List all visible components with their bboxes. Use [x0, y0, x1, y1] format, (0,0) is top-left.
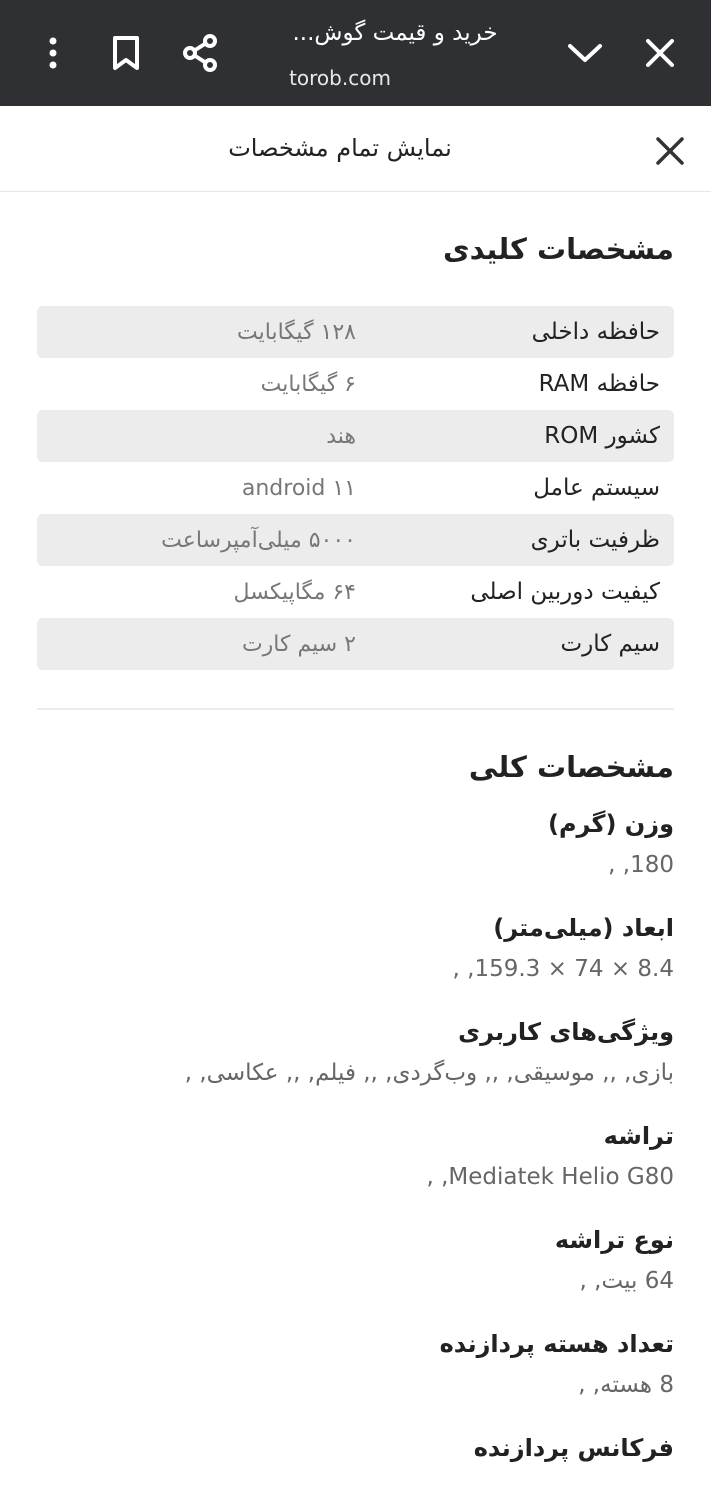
spec-label: سیم کارت — [560, 631, 660, 657]
spec-value: 8.4 × 74 × 159.3, , — [452, 956, 674, 982]
table-row — [37, 566, 674, 618]
sheet-header — [0, 106, 711, 192]
spec-label: تراشه — [603, 1122, 674, 1150]
table-row — [37, 618, 674, 670]
spec-value: بازی, ,, موسیقی, ,, وب‌گردی, ,, فیلم, ,, عکاسی, , — [184, 1060, 674, 1086]
table-row — [37, 306, 674, 358]
spec-label: ویژگی‌های کاربری — [458, 1018, 674, 1046]
bookmark-icon[interactable] — [101, 28, 151, 78]
spec-value: 180, , — [608, 852, 674, 878]
spec-label: فرکانس پردازنده — [473, 1434, 674, 1462]
spec-item — [0, 1122, 711, 1190]
sheet-title: نمایش تمام مشخصات — [228, 134, 452, 162]
spec-value: Mediatek Helio G80, , — [426, 1164, 674, 1190]
close-sheet-icon[interactable] — [650, 131, 690, 171]
spec-item — [0, 1226, 711, 1294]
spec-label: نوع تراشه — [554, 1226, 674, 1254]
spec-value: 64 بیت, , — [579, 1268, 674, 1294]
table-row — [37, 358, 674, 410]
share-icon[interactable] — [175, 28, 225, 78]
table-row — [37, 462, 674, 514]
spec-label: کشور ROM — [544, 423, 660, 449]
spec-label: ظرفیت باتری — [530, 527, 660, 553]
spec-label: حافظه RAM — [538, 371, 660, 397]
page-url[interactable]: torob.com — [289, 66, 391, 90]
spec-value: ۱۲۸ گیگابایت — [237, 319, 356, 345]
spec-value: هند — [326, 423, 356, 449]
table-row — [37, 410, 674, 462]
spec-label: سیستم عامل — [533, 475, 660, 501]
chevron-down-icon[interactable] — [560, 28, 610, 78]
spec-label: حافظه داخلی — [531, 319, 660, 345]
section-divider — [37, 708, 674, 710]
key-specs-table — [37, 306, 674, 670]
spec-item — [0, 1434, 711, 1462]
spec-item — [0, 810, 711, 878]
spec-label: تعداد هسته پردازنده — [439, 1330, 674, 1358]
spec-value: 8 هسته, , — [578, 1372, 674, 1398]
spec-value: ۵۰۰۰ میلی‌آمپرساعت — [161, 527, 356, 553]
spec-item — [0, 1330, 711, 1398]
spec-item — [0, 914, 711, 982]
spec-label: کیفیت دوربین اصلی — [470, 579, 660, 605]
specs-content — [0, 192, 711, 1462]
more-options-icon[interactable] — [28, 28, 78, 78]
table-row — [37, 514, 674, 566]
spec-value: ۲ سیم کارت — [241, 631, 356, 657]
spec-item — [0, 1018, 711, 1086]
spec-value: ۶ گیگابایت — [260, 371, 356, 397]
spec-value: ۶۴ مگاپیکسل — [233, 579, 356, 605]
spec-label: وزن (گرم) — [548, 810, 674, 838]
general-specs-title: مشخصات کلی — [468, 750, 674, 784]
browser-toolbar — [0, 0, 711, 106]
page-title: خرید و قیمت گوش... — [292, 20, 498, 46]
spec-value: android ۱۱ — [241, 475, 356, 501]
close-tab-icon[interactable] — [635, 28, 685, 78]
key-specs-title: مشخصات کلیدی — [443, 232, 674, 266]
spec-label: ابعاد (میلی‌متر) — [493, 914, 674, 942]
